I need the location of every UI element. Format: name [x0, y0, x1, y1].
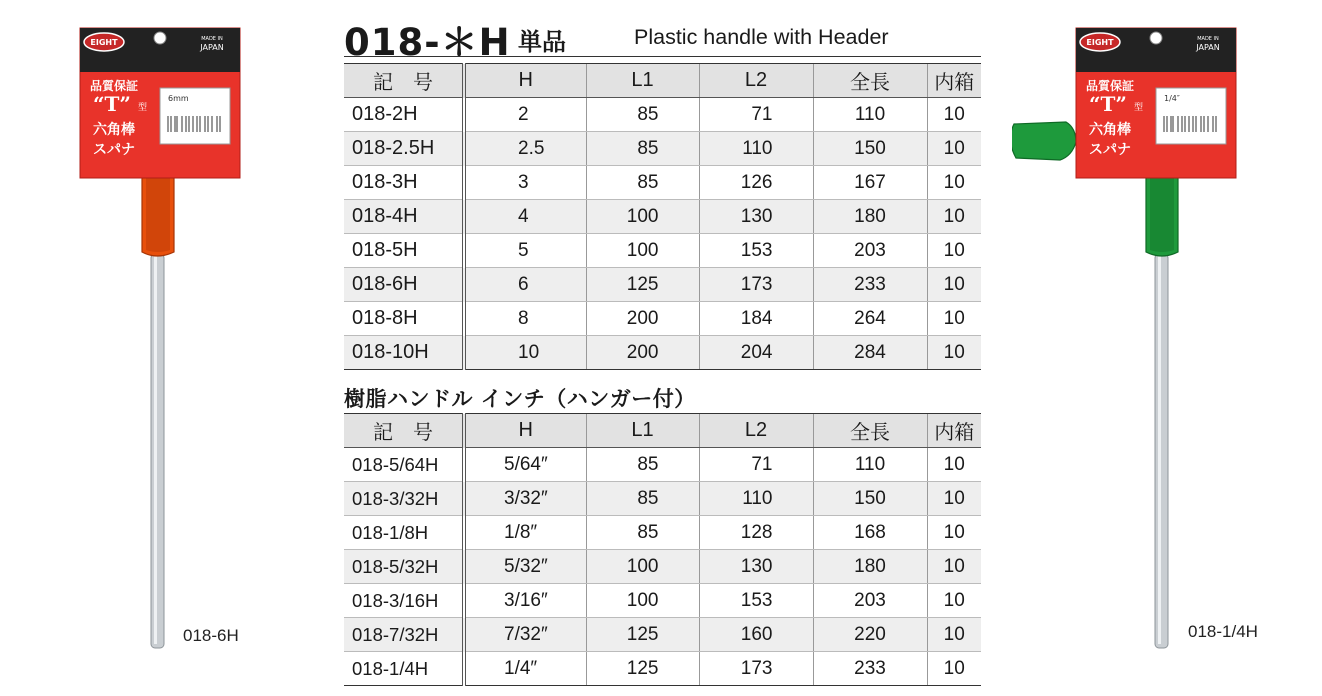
svg-text:“T”: “T” [93, 92, 131, 116]
col-header-total: 全長 [813, 414, 927, 448]
table-row [344, 268, 981, 302]
cell-l1: 85 [586, 516, 699, 550]
col-header-l2: L2 [699, 414, 813, 448]
cell-l1: 85 [586, 448, 699, 482]
inch-section-title: 樹脂ハンドル インチ（ハンガー付） [344, 387, 696, 411]
cell-box: 10 [927, 234, 981, 268]
cell-total: 233 [813, 268, 927, 302]
cell-total: 220 [813, 618, 927, 652]
cell-total: 167 [813, 166, 927, 200]
cell-total: 110 [813, 448, 927, 482]
table-row [344, 98, 981, 132]
col-header-box: 内箱 [927, 64, 981, 98]
cell-l2: 110 [699, 482, 813, 516]
cell-l2: 153 [699, 234, 813, 268]
cell-code: 018-8H [344, 302, 464, 336]
cell-total: 203 [813, 234, 927, 268]
cell-h: 1/8″ [464, 516, 586, 550]
svg-text:EIGHT: EIGHT [90, 38, 118, 47]
cell-l1: 85 [586, 98, 699, 132]
table-row [344, 132, 981, 166]
product-image-left [72, 24, 312, 654]
cell-h: 3/16″ [464, 584, 586, 618]
cell-code: 018-3/32H [344, 482, 464, 516]
cell-code: 018-10H [344, 336, 464, 370]
cell-box: 10 [927, 132, 981, 166]
cell-l1: 100 [586, 584, 699, 618]
hex-shaft [151, 254, 164, 648]
table-row [344, 200, 981, 234]
cell-box: 10 [927, 482, 981, 516]
table-row [344, 336, 981, 370]
cell-total: 233 [813, 652, 927, 686]
cell-box: 10 [927, 166, 981, 200]
table-row [344, 550, 981, 584]
cell-code: 018-5H [344, 234, 464, 268]
cell-box: 10 [927, 98, 981, 132]
col-header-h: H [464, 414, 586, 448]
cell-l2: 204 [699, 336, 813, 370]
cell-code: 018-1/4H [344, 652, 464, 686]
cell-code: 018-4H [344, 200, 464, 234]
table-row [344, 302, 981, 336]
cell-total: 180 [813, 550, 927, 584]
cell-box: 10 [927, 336, 981, 370]
cell-box: 10 [927, 550, 981, 584]
cell-l2: 110 [699, 132, 813, 166]
cell-box: 10 [927, 448, 981, 482]
table-header-row [344, 64, 981, 98]
svg-text:MADE IN: MADE IN [201, 36, 223, 42]
cell-h: 6 [464, 268, 586, 302]
svg-text:JAPAN: JAPAN [200, 43, 224, 52]
cell-code: 018-3/16H [344, 584, 464, 618]
cell-l1: 200 [586, 302, 699, 336]
cell-h: 10 [464, 336, 586, 370]
col-header-l2: L2 [699, 64, 813, 98]
cell-total: 150 [813, 482, 927, 516]
hex-shaft [1155, 254, 1168, 648]
cell-l1: 125 [586, 268, 699, 302]
svg-text:スパナ: スパナ [1089, 142, 1131, 158]
inch-table-body [344, 448, 981, 686]
cell-l2: 71 [699, 98, 813, 132]
cell-code: 018-3H [344, 166, 464, 200]
col-header-total: 全長 [813, 64, 927, 98]
cell-code: 018-5/32H [344, 550, 464, 584]
cell-code: 018-6H [344, 268, 464, 302]
svg-text:“T”: “T” [1089, 92, 1127, 116]
metric-table-body [344, 98, 981, 370]
cell-h: 7/32″ [464, 618, 586, 652]
table-row [344, 448, 981, 482]
cell-l2: 71 [699, 448, 813, 482]
cell-box: 10 [927, 618, 981, 652]
cell-total: 110 [813, 98, 927, 132]
cell-h: 3/32″ [464, 482, 586, 516]
single-item-label: 単品 [518, 28, 566, 56]
cell-code: 018-2.5H [344, 132, 464, 166]
cell-h: 2 [464, 98, 586, 132]
cell-l2: 130 [699, 200, 813, 234]
table-row [344, 166, 981, 200]
cell-box: 10 [927, 268, 981, 302]
cell-h: 5 [464, 234, 586, 268]
cell-box: 10 [927, 652, 981, 686]
cell-h: 4 [464, 200, 586, 234]
cell-box: 10 [927, 584, 981, 618]
cell-l1: 85 [586, 132, 699, 166]
cell-total: 284 [813, 336, 927, 370]
svg-text:六角棒: 六角棒 [93, 122, 135, 138]
cell-total: 150 [813, 132, 927, 166]
col-header-code: 記 号 [344, 414, 464, 448]
cell-l1: 100 [586, 550, 699, 584]
cell-l2: 184 [699, 302, 813, 336]
metric-spec-table [344, 63, 981, 370]
svg-text:JAPAN: JAPAN [1196, 43, 1220, 52]
cell-l1: 85 [586, 166, 699, 200]
cell-box: 10 [927, 516, 981, 550]
table-row [344, 234, 981, 268]
cell-h: 1/4″ [464, 652, 586, 686]
cell-box: 10 [927, 302, 981, 336]
col-header-l1: L1 [586, 64, 699, 98]
inch-spec-table [344, 413, 981, 686]
svg-text:六角棒: 六角棒 [1089, 122, 1131, 138]
table-row [344, 482, 981, 516]
cell-h: 5/32″ [464, 550, 586, 584]
svg-text:1/4″: 1/4″ [1164, 94, 1180, 103]
cell-l2: 173 [699, 652, 813, 686]
cell-l2: 153 [699, 584, 813, 618]
cell-h: 8 [464, 302, 586, 336]
cell-code: 018-5/64H [344, 448, 464, 482]
svg-text:品質保証: 品質保証 [1085, 79, 1135, 93]
cell-l2: 173 [699, 268, 813, 302]
cell-l1: 200 [586, 336, 699, 370]
table-row [344, 516, 981, 550]
cell-box: 10 [927, 200, 981, 234]
table-row [344, 652, 981, 686]
svg-text:型: 型 [1134, 103, 1144, 113]
svg-text:MADE IN: MADE IN [1197, 36, 1219, 42]
cell-h: 5/64″ [464, 448, 586, 482]
cell-l1: 125 [586, 652, 699, 686]
svg-text:品質保証: 品質保証 [89, 79, 139, 93]
left-product-caption: 018-6H [183, 626, 239, 645]
cell-l1: 85 [586, 482, 699, 516]
col-header-code: 記 号 [344, 64, 464, 98]
cell-l2: 160 [699, 618, 813, 652]
model-number: 018-＊H [344, 21, 511, 64]
col-header-h: H [464, 64, 586, 98]
cell-total: 180 [813, 200, 927, 234]
cell-l2: 126 [699, 166, 813, 200]
col-header-box: 内箱 [927, 414, 981, 448]
cell-l1: 100 [586, 234, 699, 268]
cell-total: 264 [813, 302, 927, 336]
table-row [344, 584, 981, 618]
cell-h: 3 [464, 166, 586, 200]
cell-l1: 100 [586, 200, 699, 234]
cell-l1: 125 [586, 618, 699, 652]
product-image-right [1012, 24, 1252, 654]
cell-l2: 130 [699, 550, 813, 584]
cell-total: 168 [813, 516, 927, 550]
product-description: Plastic handle with Header [634, 25, 889, 49]
svg-text:型: 型 [138, 103, 148, 113]
svg-text:EIGHT: EIGHT [1086, 38, 1114, 47]
cell-h: 2.5 [464, 132, 586, 166]
right-product-caption: 018-1/4H [1188, 622, 1258, 641]
cell-code: 018-2H [344, 98, 464, 132]
cell-l2: 128 [699, 516, 813, 550]
table-row [344, 618, 981, 652]
table-header-row [344, 414, 981, 448]
cell-code: 018-7/32H [344, 618, 464, 652]
svg-text:6mm: 6mm [168, 94, 189, 103]
page-heading [344, 12, 981, 64]
col-header-l1: L1 [586, 414, 699, 448]
svg-text:スパナ: スパナ [93, 142, 135, 158]
cell-total: 203 [813, 584, 927, 618]
cell-code: 018-1/8H [344, 516, 464, 550]
